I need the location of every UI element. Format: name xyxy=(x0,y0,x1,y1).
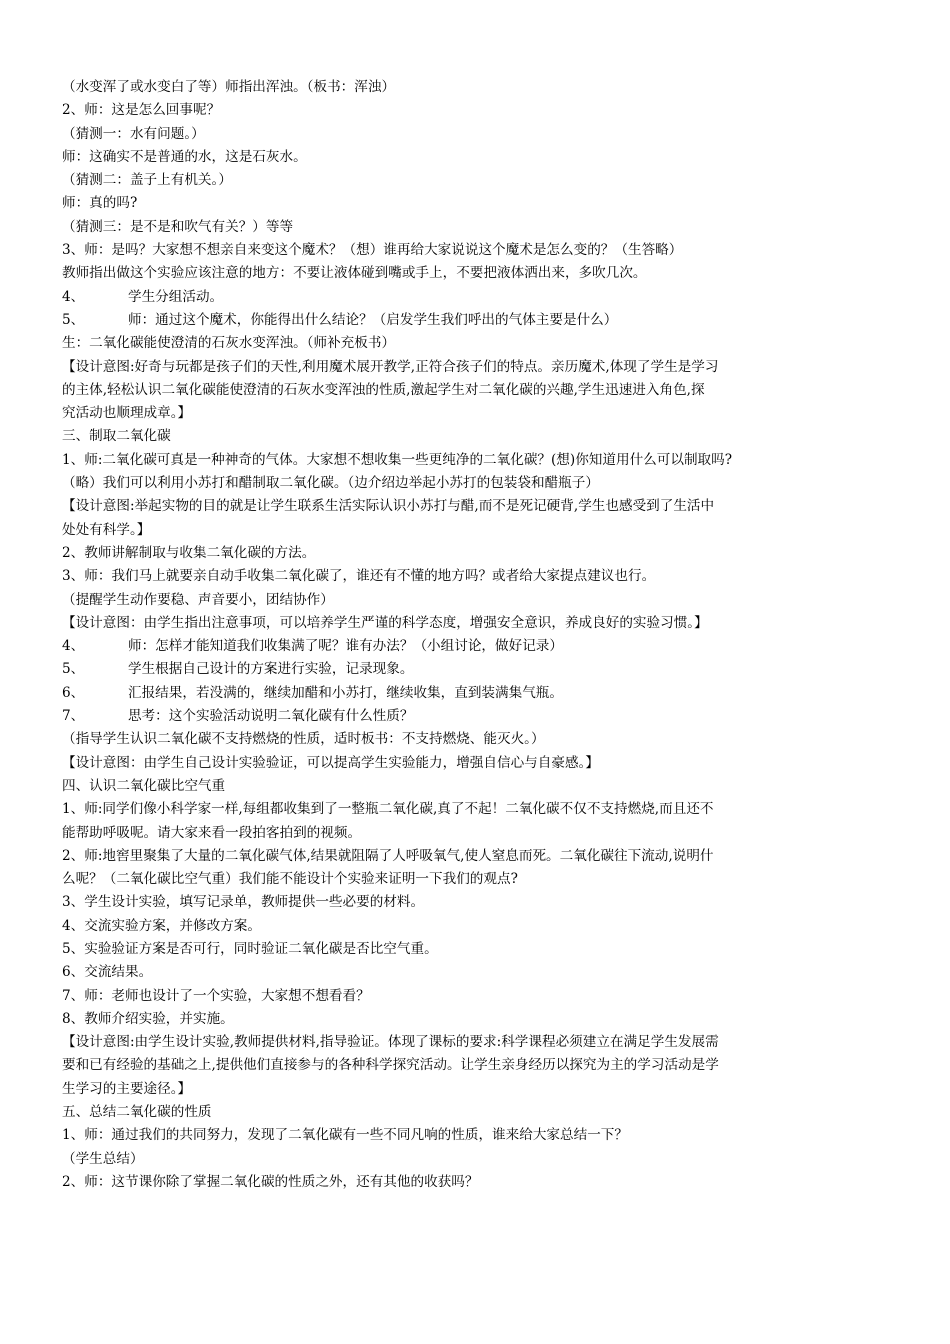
line-text: 2、师：这是怎么回事呢？ xyxy=(62,102,221,119)
line-text: 3、学生设计实验，填写记录单，教师提供一些必要的材料。 xyxy=(62,894,425,911)
line-text: 6、交流结果。 xyxy=(62,964,153,981)
line-text: 能帮助呼吸呢。请大家来看一段拍客拍到的视频。 xyxy=(62,824,362,841)
line-text: 7、师：老师也设计了一个实验，大家想不想看看？ xyxy=(62,987,370,1004)
text-line xyxy=(62,449,898,472)
text-line xyxy=(62,961,898,984)
text-line xyxy=(62,752,898,775)
text-line xyxy=(62,402,898,425)
line-text: 学生根据自己设计的方案进行实验，记录现象。 xyxy=(128,661,414,678)
line-text: 1、师：通过我们的共同努力，发现了二氧化碳有一些不同凡响的性质，谁来给大家总结一下？ xyxy=(62,1127,628,1144)
text-line xyxy=(62,775,898,798)
text-line xyxy=(62,1054,898,1077)
list-number: 4、 xyxy=(62,288,85,305)
line-text: 【设计意图:由学生设计实验,教师提供材料,指导验证。体现了课标的要求:科学课程必须建立在满足学生发展需 xyxy=(62,1034,719,1051)
text-line xyxy=(62,798,898,821)
line-text: 师：这确实不是普通的水，这是石灰水。 xyxy=(62,148,307,165)
text-line xyxy=(62,1124,898,1147)
line-text: 么呢？（二氧化碳比空气重）我们能不能设计个实验来证明一下我们的观点? xyxy=(62,871,518,888)
line-text: 的主体,轻松认识二氧化碳能使澄清的石灰水变浑浊的性质,激起学生对二氧化碳的兴趣,学生迅速进入角色,探 xyxy=(62,381,705,398)
text-line xyxy=(62,123,898,146)
text-line xyxy=(62,891,898,914)
text-line xyxy=(62,262,898,285)
list-number: 4、 xyxy=(62,638,85,655)
text-line xyxy=(62,868,898,891)
text-line xyxy=(62,216,898,239)
line-text: 教师指出做这个实验应该注意的地方：不要让液体碰到嘴或手上，不要把液体洒出来，多吹几次。 xyxy=(62,265,647,282)
text-line xyxy=(62,1171,898,1194)
text-line xyxy=(62,728,898,751)
line-text: 1、师:二氧化碳可真是一种神奇的气体。大家想不想收集一些更纯净的二氧化碳？(想)你知道用什么可以制取吗? xyxy=(62,451,733,468)
line-text: 8、教师介绍实验，并实施。 xyxy=(62,1010,234,1027)
text-line xyxy=(62,379,898,402)
line-text: （略）我们可以利用小苏打和醋制取二氧化碳。（边介绍边举起小苏打的包装袋和醋瓶子） xyxy=(62,475,599,492)
text-line xyxy=(62,309,898,332)
line-text: 【设计意图:举起实物的目的就是让学生联系生活实际认识小苏打与醋,而不是死记硬背,学生也感受到了生活中 xyxy=(62,498,715,515)
line-text: 四、认识二氧化碳比空气重 xyxy=(62,777,226,794)
text-line xyxy=(62,495,898,518)
text-line xyxy=(62,519,898,542)
line-text: （猜测三：是不是和吹气有关？）等等 xyxy=(62,218,294,235)
line-text: （猜测二：盖子上有机关。） xyxy=(62,172,232,189)
text-line xyxy=(62,612,898,635)
line-text: （指导学生认识二氧化碳不支持燃烧的性质，适时板书：不支持燃烧、能灭火。） xyxy=(62,731,545,748)
line-text: （水变浑了或水变白了等）师指出浑浊。（板书：浑浊） xyxy=(62,79,396,95)
text-line xyxy=(62,99,898,122)
line-text: 3、师：我们马上就要亲自动手收集二氧化碳了，谁还有不懂的地方吗？或者给大家提点建议也行。 xyxy=(62,568,656,585)
text-line xyxy=(62,565,898,588)
line-text: 生：二氧化碳能使澄清的石灰水变浑浊。（师补充板书） xyxy=(62,335,396,352)
line-text: 五、总结二氧化碳的性质 xyxy=(62,1104,212,1121)
text-line xyxy=(62,682,898,705)
line-text: 学生分组活动。 xyxy=(128,288,224,305)
line-text: 【设计意图:好奇与玩都是孩子们的天性,利用魔术展开教学,正符合孩子们的特点。亲历魔术,体现了学生是学习 xyxy=(62,358,719,375)
text-line xyxy=(62,938,898,961)
line-text: 思考：这个实验活动说明二氧化碳有什么性质？ xyxy=(128,708,414,725)
line-text: 3、师：是吗？大家想不想亲自来变这个魔术？（想）谁再给大家说说这个魔术是怎么变的？（生答略） xyxy=(62,242,683,259)
text-line xyxy=(62,425,898,448)
line-text: 处处有科学。】 xyxy=(62,521,151,538)
document-body xyxy=(62,76,898,1194)
text-line xyxy=(62,705,898,728)
line-text: 师：真的吗? xyxy=(62,195,138,212)
text-line xyxy=(62,146,898,169)
text-line xyxy=(62,239,898,262)
text-line xyxy=(62,822,898,845)
text-line xyxy=(62,1008,898,1031)
line-text: 【设计意图：由学生自己设计实验验证，可以提高学生实验能力，增强自信心与自豪感。】 xyxy=(62,754,599,771)
text-line xyxy=(62,635,898,658)
line-text: 5、实验验证方案是否可行，同时验证二氧化碳是否比空气重。 xyxy=(62,940,438,957)
list-number: 5、 xyxy=(62,311,85,328)
text-line xyxy=(62,1101,898,1124)
text-line xyxy=(62,1078,898,1101)
line-text: 师：通过这个魔术，你能得出什么结论？（启发学生我们呼出的气体主要是什么） xyxy=(128,311,618,328)
text-line xyxy=(62,192,898,215)
text-line xyxy=(62,356,898,379)
text-line xyxy=(62,76,898,99)
text-line xyxy=(62,332,898,355)
text-line xyxy=(62,915,898,938)
line-text: 生学习的主要途径。】 xyxy=(62,1080,192,1097)
line-text: 师：怎样才能知道我们收集满了呢？谁有办法？（小组讨论，做好记录） xyxy=(128,638,563,655)
line-text: 究活动也顺理成章。】 xyxy=(62,405,192,422)
line-text: （提醒学生动作要稳、声音要小，团结协作） xyxy=(62,591,334,608)
list-number: 7、 xyxy=(62,708,85,725)
line-text: （学生总结） xyxy=(62,1150,144,1167)
list-number: 5、 xyxy=(62,661,85,678)
text-line xyxy=(62,1148,898,1171)
text-line xyxy=(62,658,898,681)
line-text: 2、师：这节课你除了掌握二氧化碳的性质之外，还有其他的收获吗？ xyxy=(62,1173,479,1190)
text-line xyxy=(62,845,898,868)
line-text: 汇报结果，若没满的，继续加醋和小苏打，继续收集，直到装满集气瓶。 xyxy=(128,684,563,701)
line-text: 【设计意图：由学生指出注意事项，可以培养学生严谨的科学态度，增强安全意识，养成良好的实验习惯。】 xyxy=(62,614,708,631)
line-text: 4、交流实验方案，并修改方案。 xyxy=(62,917,261,934)
text-line xyxy=(62,1031,898,1054)
text-line xyxy=(62,472,898,495)
text-line xyxy=(62,589,898,612)
list-number: 6、 xyxy=(62,684,85,701)
text-line xyxy=(62,286,898,309)
text-line xyxy=(62,985,898,1008)
line-text: 要和已有经验的基础之上,提供他们直接参与的各种科学探究活动。让学生亲身经历以探究为主的学习活动是学 xyxy=(62,1057,719,1074)
line-text: 2、师:地窖里聚集了大量的二氧化碳气体,结果就阻隔了人呼吸氧气,使人窒息而死。二氧化碳往下流动,说明什 xyxy=(62,847,714,864)
text-line xyxy=(62,542,898,565)
line-text: 2、教师讲解制取与收集二氧化碳的方法。 xyxy=(62,544,316,561)
line-text: 三、制取二氧化碳 xyxy=(62,428,171,445)
line-text: 1、师:同学们像小科学家一样,每组都收集到了一整瓶二氧化碳,真了不起！二氧化碳不仅不支持燃烧,而且还不 xyxy=(62,801,714,818)
line-text: （猜测一：水有问题。） xyxy=(62,125,205,142)
text-line xyxy=(62,169,898,192)
